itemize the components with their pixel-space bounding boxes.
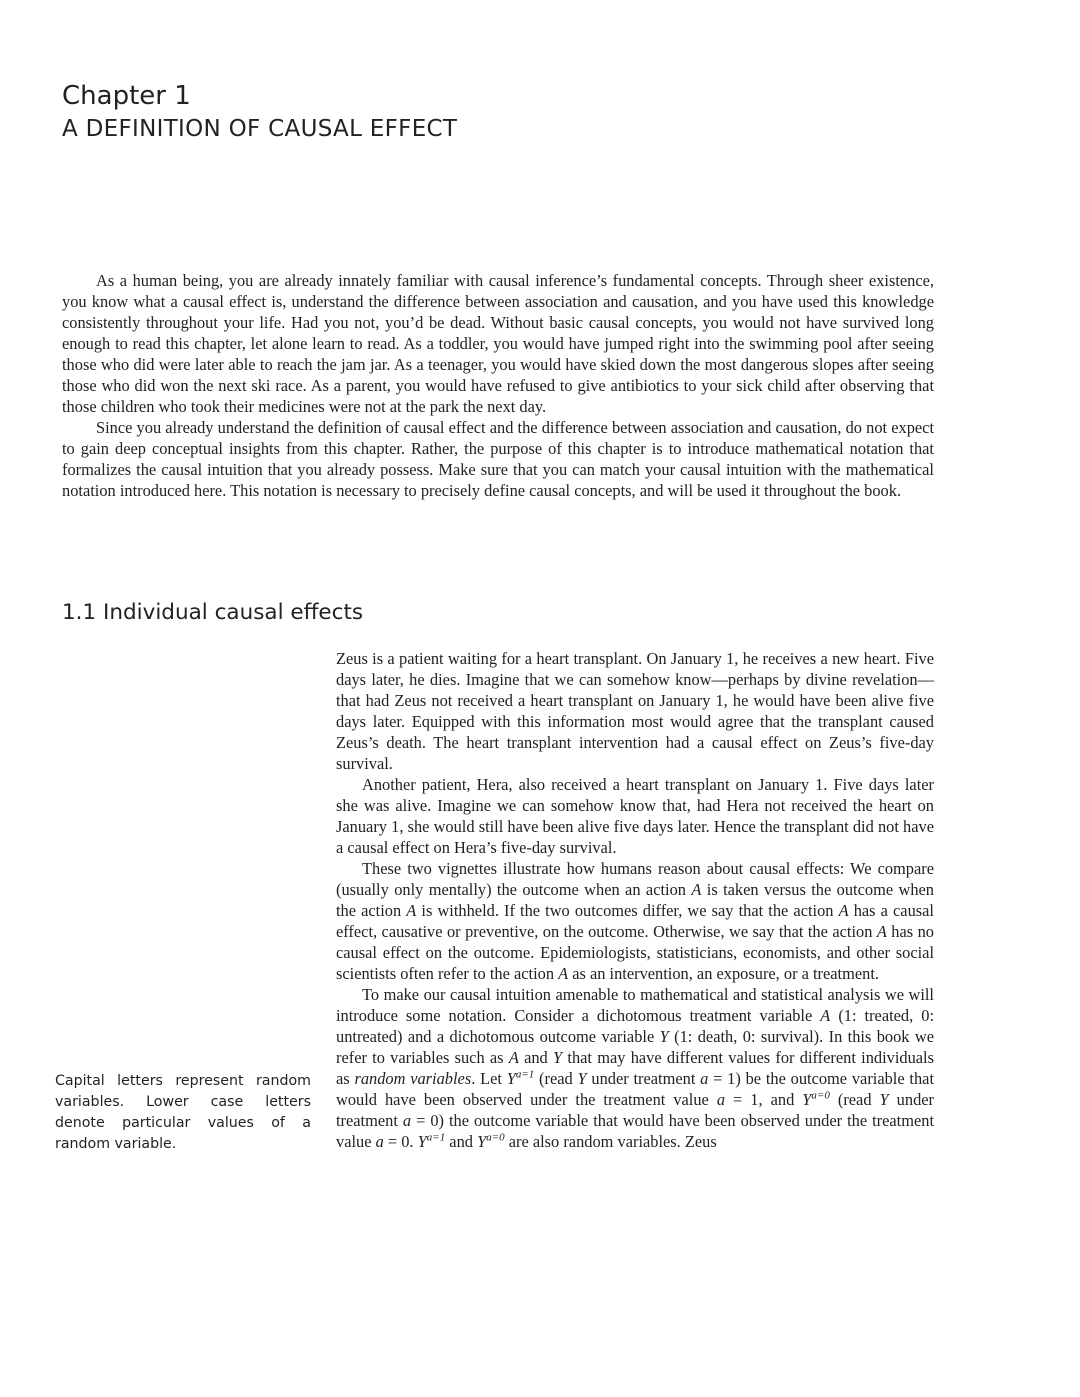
intro-paragraph-1: As a human being, you are already innately familiar with causal inference’s fundamental concepts. Through sheer existence, you know what a causal effect is, understand the difference between association and causation, and you have used this knowledge consistently throughout your life. Had you not, you’d be dead. Without basic causal concepts, you would not have survived long enough to read this chapter, let alone learn to read. As a toddler, you would have jumped right into the swimming pool after seeing those who did were later able to reach the jam jar. As a teenager, you would have skied down the most dangerous slopes after seeing those who did won the next ski race. As a parent, you would have refused to give antibiotics to your sick child after observing that those children who took their medicines were not at the park the next day. xyxy=(62,271,934,416)
chapter-label: Chapter 1 xyxy=(62,81,191,111)
chapter-title: A DEFINITION OF CAUSAL EFFECT xyxy=(62,116,458,142)
section-heading: 1.1 Individual causal effects xyxy=(62,600,364,625)
main-paragraph-4: To make our causal intuition amenable to mathematical and statistical analysis we will introduce some notation. Consider a dichotomous treatment variable A (1: treated, 0: untreated) and a dichotomous outcome variable Y (1: death, 0: survival). In this book we refer to variables such as A and Y that may have different values for different individuals as random variables. Let $Y^{a=1}$ (read Y under treatment a = 1) be the outcome variable that would have been observed under the treatment value a = 1, and $Y^{a=0}$ (read Y under treatment a = 0) the outcome variable that would have been observed under the treatment value a = 0. $Y^{a=1}$ and $Y^{a=0}$ are also random variables. Zeus xyxy=(336,985,935,1151)
chapter-introduction xyxy=(62,270,934,501)
margin-note: Capital letters represent random variables. Lower case letters denote particular values of a random variable. xyxy=(55,1073,311,1152)
main-column xyxy=(336,648,934,1152)
main-paragraph-1: Zeus is a patient waiting for a heart transplant. On January 1, he receives a new heart. Five days later, he dies. Imagine that we can somehow know—perhaps by divine revelation—that had Zeus not received a heart transplant on January 1, he would have been alive five days later. Equipped with this information most would agree that the transplant caused Zeus’s death. The heart transplant intervention had a causal effect on Zeus’s five-day survival. xyxy=(336,649,934,773)
main-paragraph-3: These two vignettes illustrate how humans reason about causal effects: We compare (usually only mentally) the outcome when an action A is taken versus the outcome when the action A is withheld. If the two outcomes differ, we say that the action A has a causal effect, causative or preventive, on the outcome. Otherwise, we say that the action A has no causal effect on the outcome. Epidemiologists, statisticians, economists, and other social scientists often refer to the action A as an intervention, an exposure, or a treatment. xyxy=(336,859,934,983)
intro-paragraph-2: Since you already understand the definition of causal effect and the difference between association and causation, do not expect to gain deep conceptual insights from this chapter. Rather, the purpose of this chapter is to introduce mathematical notation that formalizes the causal intuition that you already possess. Make sure that you can match your causal intuition with the mathematical notation introduced here. This notation is necessary to precisely define causal concepts, and will be used it throughout the book. xyxy=(62,418,934,500)
main-paragraph-2: Another patient, Hera, also received a heart transplant on January 1. Five days later she was alive. Imagine we can somehow know that, had Hera not received the heart on January 1, she would still have been alive five days later. Hence the transplant did not have a causal effect on Hera’s five-day survival. xyxy=(336,775,934,857)
emphasized-term: random variables xyxy=(354,1069,472,1088)
